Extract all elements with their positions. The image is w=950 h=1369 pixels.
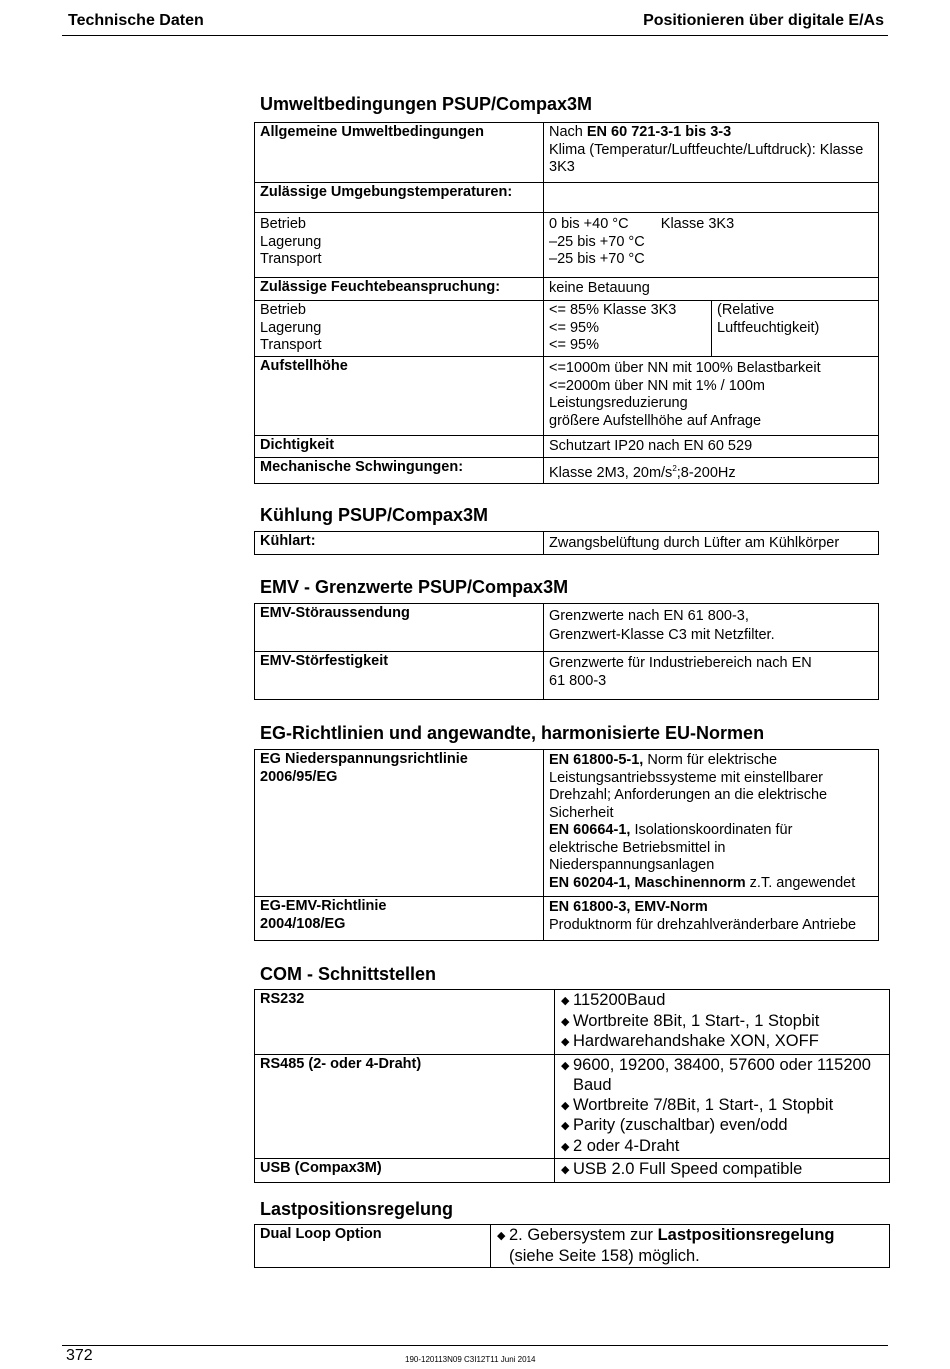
list-item	[561, 1160, 884, 1181]
section-title-com: COM - Schnittstellen	[260, 964, 437, 984]
list-item-text: Parity (zuschaltbar) even/odd	[573, 1116, 788, 1134]
list-item-text: 115200Baud	[573, 991, 666, 1009]
row-value	[544, 301, 879, 357]
bullet-icon: ◆	[561, 1099, 570, 1112]
value-prefix: Nach	[549, 124, 587, 140]
list-item	[561, 1012, 884, 1033]
row-label: EMV-Störfestigkeit	[255, 652, 544, 700]
page-number: 372	[66, 1347, 93, 1364]
section-title-umwelt: Umweltbedingungen PSUP/Compax3M	[260, 94, 593, 114]
row-value	[555, 1054, 890, 1159]
page-header	[62, 10, 888, 36]
row-value	[544, 357, 879, 436]
list-item	[561, 1056, 884, 1096]
norm-id: EN 60664-1,	[549, 822, 631, 838]
row-value: Grenzwerte nach EN 61 800-3, Grenzwert-Klasse C3 mit Netzfilter.	[544, 604, 879, 652]
bullet-icon: ◆	[561, 995, 570, 1007]
row-value	[544, 897, 879, 941]
norm-text: Norm für elektrische Leistungsantriebssysteme mit einstellbarer Drehzahl; Anforderungen an die elektrische Sicherheit	[549, 752, 828, 821]
bullet-icon: ◆	[561, 1015, 570, 1028]
row-value	[544, 458, 879, 484]
label-line: Transport	[260, 337, 322, 353]
section-title-eg: EG-Richtlinien und angewandte, harmonisierte EU-Normen	[260, 723, 765, 743]
value-text: ;8-200Hz	[676, 464, 736, 481]
value-text: Klima (Temperatur/Luftfeuchte/Luftdruck): Klasse 3K3	[549, 141, 864, 175]
label-line: Lagerung	[260, 319, 322, 336]
footer-rule	[62, 1345, 888, 1346]
row-label: Zulässige Feuchtebeanspruchung:	[255, 278, 544, 301]
row-label: Mechanische Schwingungen:	[255, 458, 544, 484]
list-item-text: Hardwarehandshake XON, XOFF	[573, 1032, 819, 1050]
table-row	[255, 1159, 890, 1183]
table-row	[255, 213, 879, 278]
bullet-icon: ◆	[561, 1164, 570, 1176]
table-kuehlung	[254, 531, 879, 555]
value-line: <= 85% Klasse 3K3	[549, 302, 677, 318]
list-item-text: 2. Gebersystem zur	[509, 1226, 658, 1244]
row-value: Zwangsbelüftung durch Lüfter am Kühlkörper	[544, 532, 879, 555]
norm-text: z.T. angewendet	[745, 874, 856, 891]
row-label: Zulässige Umgebungstemperaturen:	[255, 183, 544, 213]
row-value	[544, 750, 879, 897]
table-row	[255, 301, 879, 357]
row-value	[491, 1225, 890, 1268]
table-row	[255, 1225, 890, 1268]
table-row	[255, 750, 879, 897]
row-value	[544, 123, 879, 183]
list-item-text: (siehe Seite 158) möglich.	[509, 1246, 700, 1265]
header-chapter: Technische Daten	[68, 12, 204, 29]
label-line: Transport	[260, 251, 322, 267]
row-label: Aufstellhöhe	[255, 357, 544, 436]
norm-entry	[549, 752, 873, 822]
norm-text: Isolationskoordinaten für elektrische Betriebsmittel in Niederspannungsanlagen	[549, 822, 793, 873]
row-label	[255, 213, 544, 278]
row-value	[555, 1159, 890, 1183]
table-umwelt	[254, 122, 879, 484]
value-text: Klasse 2M3, 20m/s	[549, 464, 673, 481]
row-value: Grenzwerte für Industriebereich nach EN 61 800-3	[544, 652, 879, 700]
table-row	[255, 1054, 890, 1159]
row-label: USB (Compax3M)	[255, 1159, 555, 1183]
table-row	[255, 652, 879, 700]
bullet-icon: ◆	[561, 1036, 570, 1048]
norm-id: EN 61800-3, EMV-Norm	[549, 899, 708, 915]
bullet-icon: ◆	[561, 1140, 570, 1153]
section-title-last: Lastpositionsregelung	[260, 1199, 454, 1219]
value-sup: 2	[672, 464, 677, 473]
label-line: Betrieb	[260, 302, 306, 318]
row-value: Schutzart IP20 nach EN 60 529	[544, 436, 879, 458]
bullet-icon: ◆	[497, 1230, 506, 1242]
table-row	[255, 278, 879, 301]
list-item-text: 9600, 19200, 38400, 57600 oder 115200 Baud	[573, 1055, 871, 1094]
value-line: –25 bis +70 °C	[549, 233, 645, 250]
table-emv	[254, 603, 879, 700]
row-value	[544, 183, 879, 213]
row-label: EG-EMV-Richtlinie 2004/108/EG	[255, 897, 544, 941]
list-item-text: USB 2.0 Full Speed compatible	[573, 1160, 803, 1178]
norm-id: EN 60204-1, Maschinennorm	[549, 874, 746, 891]
list-item-text: Wortbreite 8Bit, 1 Start-, 1 Stopbit	[573, 1011, 820, 1030]
norm-entry	[549, 875, 873, 893]
value-line: größere Aufstellhöhe auf Anfrage	[549, 412, 762, 429]
row-value	[544, 213, 879, 278]
value-line: –25 bis +70 °C	[549, 251, 645, 267]
table-row	[255, 604, 879, 652]
list-item-text: Wortbreite 7/8Bit, 1 Start-, 1 Stopbit	[573, 1095, 834, 1114]
table-row	[255, 183, 879, 213]
label-line: Lagerung	[260, 233, 322, 250]
list-item	[561, 1096, 884, 1117]
value-line: <=1000m über NN mit 100% Belastbarkeit	[549, 360, 821, 376]
row-label: Dual Loop Option	[255, 1225, 491, 1268]
row-value: keine Betauung	[544, 278, 879, 301]
table-row	[255, 123, 879, 183]
table-row	[255, 897, 879, 941]
table-row	[255, 357, 879, 436]
table-com	[254, 989, 890, 1183]
row-label: EMV-Störaussendung	[255, 604, 544, 652]
list-item	[561, 991, 884, 1012]
bullet-icon: ◆	[561, 1059, 570, 1072]
list-item	[561, 1032, 884, 1053]
row-label: Allgemeine Umweltbedingungen	[255, 123, 544, 183]
label-line: Betrieb	[260, 216, 306, 232]
list-item	[561, 1116, 884, 1137]
table-last	[254, 1224, 890, 1268]
value-bold: EN 60 721-3-1 bis 3-3	[586, 124, 732, 140]
value-line: 0 bis +40 °C Klasse 3K3	[549, 216, 735, 232]
table-row	[255, 532, 879, 555]
row-label: EG Niederspannungsrichtlinie 2006/95/EG	[255, 750, 544, 897]
humidity-values	[544, 301, 712, 356]
table-row	[255, 458, 879, 484]
bullet-icon: ◆	[561, 1120, 570, 1132]
row-value	[555, 990, 890, 1055]
humidity-note: (Relative Luftfeuchtigkeit)	[717, 302, 820, 336]
value-line: <= 95%	[549, 319, 599, 336]
section-title-kuehlung: Kühlung PSUP/Compax3M	[260, 505, 489, 525]
document-id: 190-120113N09 C3I12T11 Juni 2014	[405, 1355, 536, 1364]
table-row	[255, 436, 879, 458]
table-eg	[254, 749, 879, 941]
list-item-bold: Lastpositionsregelung	[657, 1226, 835, 1244]
value-line: <=2000m über NN mit 1% / 100m Leistungsreduzierung	[549, 377, 765, 411]
norm-entry	[549, 822, 873, 875]
list-item	[561, 1137, 884, 1158]
row-label: RS232	[255, 990, 555, 1055]
list-item-text: 2 oder 4-Draht	[573, 1136, 680, 1155]
row-label: RS485 (2- oder 4-Draht)	[255, 1054, 555, 1159]
row-label	[255, 301, 544, 357]
row-label: Dichtigkeit	[255, 436, 544, 458]
row-label: Kühlart:	[255, 532, 544, 555]
header-topic: Positionieren über digitale E/As	[643, 12, 884, 29]
table-row	[255, 990, 890, 1055]
norm-id: EN 61800-5-1,	[549, 752, 644, 768]
value-line: <= 95%	[549, 337, 599, 353]
list-item	[497, 1226, 884, 1266]
section-title-emv: EMV - Grenzwerte PSUP/Compax3M	[260, 577, 569, 597]
norm-text: Produktnorm für drehzahlveränderbare Antriebe	[549, 916, 857, 933]
